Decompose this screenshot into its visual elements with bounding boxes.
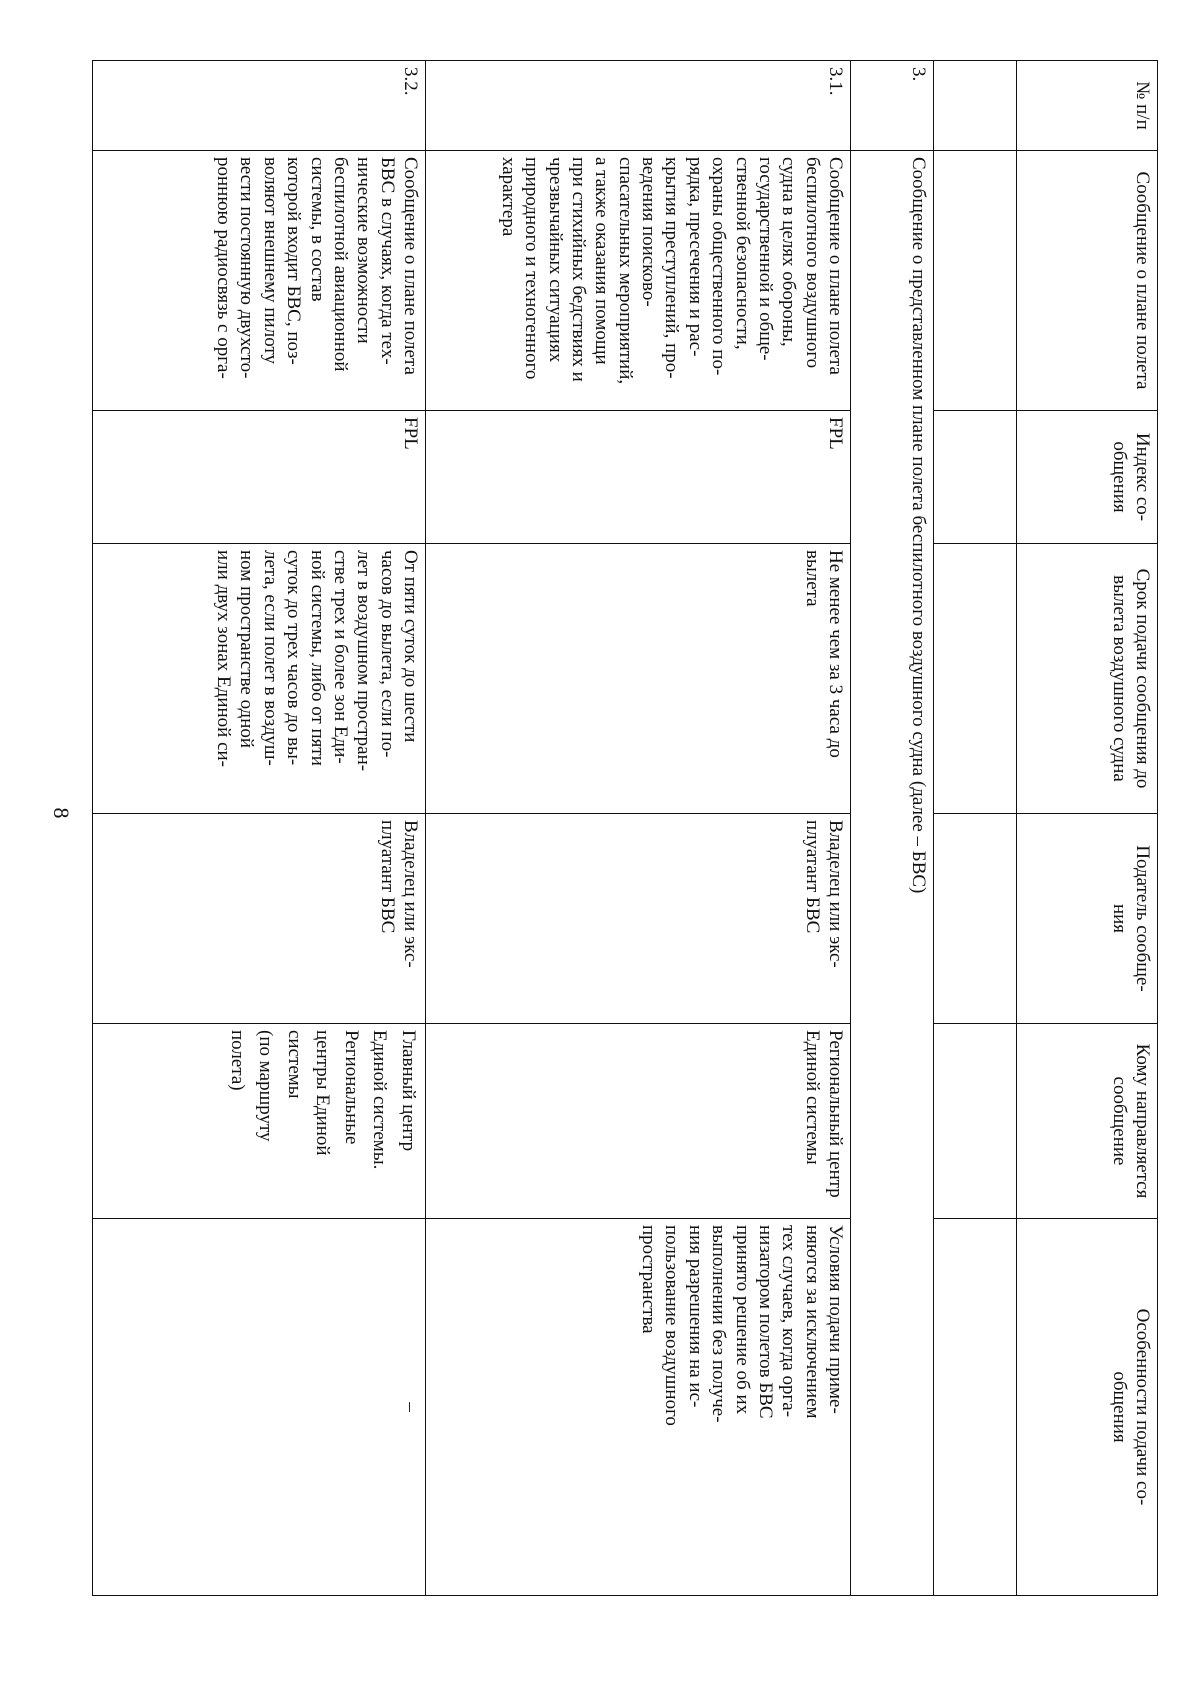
row-deadline: Не менее чем за 3 часа до вылета bbox=[426, 544, 851, 814]
row-recipient: Региональный центр Единой системы bbox=[426, 1024, 851, 1219]
blank-cell bbox=[934, 61, 1017, 151]
flight-plan-messages-table bbox=[92, 60, 1158, 1596]
row-index: FPL bbox=[93, 411, 426, 544]
header-cell-message: Сообщение о плане полета bbox=[1017, 151, 1158, 411]
blank-cell bbox=[934, 544, 1017, 814]
table-row bbox=[93, 61, 426, 1596]
rotated-table-container bbox=[116, 60, 1158, 1595]
row-message: Сообщение о плане полета беспилотного воздушного судна в целях обороны, государственной и обще- ственной безопасности, охраны общественного по- рядка, пресечения и рас- крытия преступлений, про- ведения поисково- спасательных мероприятий, а также оказания помощи при стихийных бедствиях и чрезвычайных ситуациях природного и техногенного характера bbox=[426, 151, 851, 411]
header-cell-deadline: Срок подачи сообщения до вылета воздушного судна bbox=[1017, 544, 1158, 814]
row-deadline: От пяти суток до шести часов до вылета, если по- лет в воздушном простран- стве трех и более зон Еди- ной системы, либо от пяти суток до трех часов до вы- лета, если полет в воздуш- ном пространстве одной или двух зонах Единой си- bbox=[93, 544, 426, 814]
blank-cell bbox=[934, 814, 1017, 1024]
row-sender: Владелец или экс- плуатант БВС bbox=[93, 814, 426, 1024]
row-recipient: Главный центр Единой системы. Региональные центры Единой системы (по маршруту полета) bbox=[93, 1024, 426, 1219]
header-cell-sender: Податель сообще- ния bbox=[1017, 814, 1158, 1024]
blank-cell bbox=[934, 1024, 1017, 1219]
row-notes: Условия подачи приме- няются за исключением тех случаев, когда орга- низатором полетов БВС принято решение об их выполнении без получе- ния разрешения на ис- пользование воздушного пространства bbox=[426, 1219, 851, 1596]
table-row bbox=[426, 61, 851, 1596]
header-cell-recipient: Кому направляется сообщение bbox=[1017, 1024, 1158, 1219]
blank-cell bbox=[934, 411, 1017, 544]
page-number: 8 bbox=[49, 807, 74, 819]
row-number: 3.2. bbox=[93, 61, 426, 151]
section-number: 3. bbox=[851, 61, 934, 151]
row-sender: Владелец или экс- плуатант БВС bbox=[426, 814, 851, 1024]
row-notes: – bbox=[93, 1219, 426, 1596]
blank-cell bbox=[934, 151, 1017, 411]
row-number: 3.1. bbox=[426, 61, 851, 151]
header-cell-number: № п/п bbox=[1017, 61, 1158, 151]
section-title: Сообщение о представленном плане полета беспилотного воздушного судна (далее – БВС) bbox=[851, 151, 934, 1596]
table-header-row bbox=[1017, 61, 1158, 1596]
row-message: Сообщение о плане полета БВС в случаях, когда тех- нические возможности беспилотной авиационной системы, в состав которой входит БВС, поз- воляют внешнему пилоту вести постоянную двухсто- роннюю радиосвязь с орга- bbox=[93, 151, 426, 411]
header-cell-notes: Особенности подачи со- общения bbox=[1017, 1219, 1158, 1596]
header-cell-index: Индекс со- общения bbox=[1017, 411, 1158, 544]
table-section-row bbox=[851, 61, 934, 1596]
row-index: FPL bbox=[426, 411, 851, 544]
blank-cell bbox=[934, 1219, 1017, 1596]
table-blank-row bbox=[934, 61, 1017, 1596]
